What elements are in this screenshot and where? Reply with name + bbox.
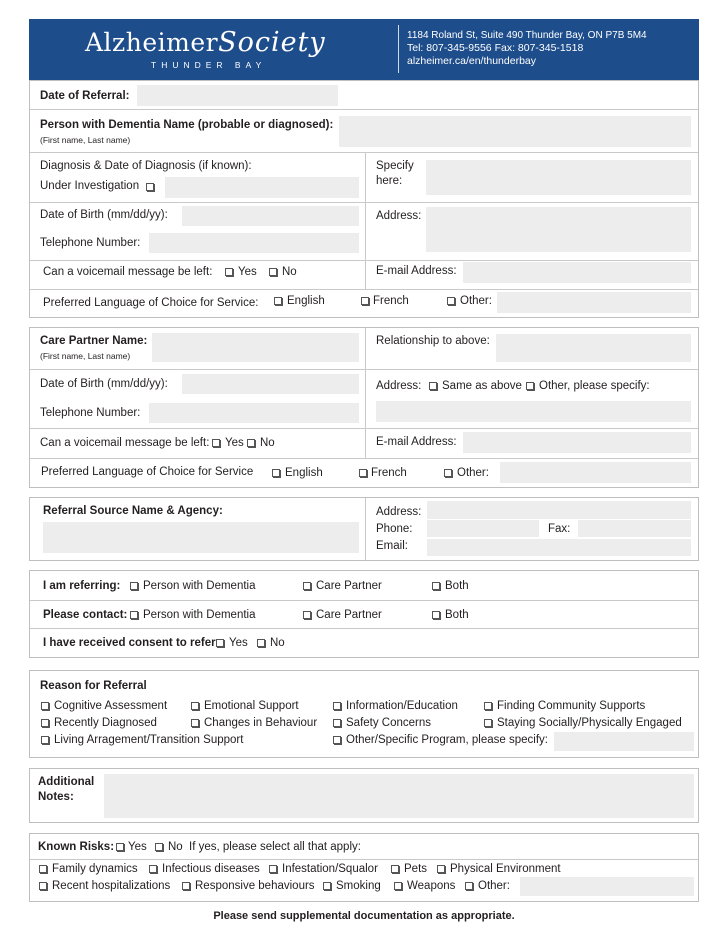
cognitive-assessment-label: Cognitive Assessment bbox=[54, 700, 168, 712]
infectious-diseases-checkbox[interactable] bbox=[149, 865, 157, 873]
reason-title: Reason for Referral bbox=[40, 680, 147, 692]
pwd-email-label: E-mail Address: bbox=[376, 265, 457, 277]
pwd-voicemail-yes-label: Yes bbox=[238, 266, 257, 278]
pwd-telephone-label: Telephone Number: bbox=[40, 237, 141, 249]
other-program-field[interactable] bbox=[554, 732, 694, 751]
referring-label: I am referring: bbox=[43, 580, 121, 592]
known-risks-yes-checkbox[interactable] bbox=[116, 843, 124, 851]
cp-voicemail-label: Can a voicemail message be left: bbox=[40, 437, 210, 449]
consent-yes-label: Yes bbox=[229, 637, 248, 649]
cp-address-field[interactable] bbox=[376, 401, 691, 422]
family-dynamics-checkbox[interactable] bbox=[39, 865, 47, 873]
logo-word-alzheimer: Alzheimer bbox=[85, 28, 219, 57]
org-website[interactable]: alzheimer.ca/en/thunderbay bbox=[407, 55, 536, 67]
source-address-field[interactable] bbox=[427, 501, 691, 519]
cp-voicemail-no-checkbox[interactable] bbox=[247, 439, 255, 447]
pwd-email-field[interactable] bbox=[463, 262, 691, 283]
cp-same-as-above-label: Same as above bbox=[442, 380, 522, 392]
other-risk-field[interactable] bbox=[520, 877, 694, 896]
reason-for-referral-section bbox=[29, 670, 699, 758]
living-arrangement-label: Living Arragement/Transition Support bbox=[54, 734, 244, 746]
cp-email-label: E-mail Address: bbox=[376, 436, 457, 448]
recently-diagnosed-label: Recently Diagnosed bbox=[54, 717, 157, 729]
row-divider bbox=[30, 109, 698, 110]
consent-label: I have received consent to refer bbox=[43, 637, 216, 649]
cognitive-assessment-checkbox[interactable] bbox=[41, 702, 49, 710]
pets-label: Pets bbox=[404, 863, 428, 875]
cp-same-as-above-checkbox[interactable] bbox=[429, 382, 437, 390]
row-divider bbox=[30, 628, 698, 629]
other-risk-label: Other: bbox=[478, 880, 510, 892]
source-email-field[interactable] bbox=[427, 539, 691, 556]
safety-concerns-label: Safety Concerns bbox=[346, 717, 432, 729]
family-dynamics-label: Family dynamics bbox=[52, 863, 138, 875]
person-with-dementia-section bbox=[29, 80, 699, 318]
alzheimer-society-logo bbox=[85, 27, 326, 58]
consent-no-label: No bbox=[270, 637, 285, 649]
cp-dob-field[interactable] bbox=[182, 374, 359, 394]
other-program-label: Other/Specific Program, please specify: bbox=[346, 734, 548, 746]
cp-other-language-field[interactable] bbox=[500, 462, 691, 483]
recently-diagnosed-checkbox[interactable] bbox=[41, 719, 49, 727]
source-fax-label: Fax: bbox=[548, 523, 571, 535]
known-risks-section bbox=[29, 833, 699, 902]
cp-dob-label: Date of Birth (mm/dd/yy): bbox=[40, 378, 168, 390]
socially-engaged-label: Staying Socially/Physically Engaged bbox=[497, 717, 682, 729]
cp-french-label: French bbox=[371, 467, 407, 479]
information-education-checkbox[interactable] bbox=[333, 702, 341, 710]
additional-notes-field[interactable] bbox=[104, 774, 694, 818]
pwd-address-field[interactable] bbox=[426, 207, 691, 252]
contact-care-partner-label: Care Partner bbox=[316, 609, 382, 621]
cp-language-label: Preferred Language of Choice for Service bbox=[41, 466, 254, 478]
referring-pwd-checkbox[interactable] bbox=[130, 582, 138, 590]
referring-pwd-label: Person with Dementia bbox=[143, 580, 256, 592]
cp-telephone-field[interactable] bbox=[149, 403, 359, 423]
cp-address-label: Address: bbox=[376, 380, 422, 392]
logo-subtitle: THUNDER BAY bbox=[151, 60, 267, 70]
contact-pwd-label: Person with Dementia bbox=[143, 609, 256, 621]
form-header bbox=[29, 19, 699, 80]
community-supports-checkbox[interactable] bbox=[484, 702, 492, 710]
pwd-other-language-checkbox[interactable] bbox=[447, 297, 455, 305]
infestation-checkbox[interactable] bbox=[269, 865, 277, 873]
cp-french-checkbox[interactable] bbox=[359, 469, 367, 477]
known-risks-yes-label: Yes bbox=[128, 841, 147, 853]
emotional-support-label: Emotional Support bbox=[204, 700, 299, 712]
row-divider bbox=[30, 458, 698, 459]
source-phone-field[interactable] bbox=[427, 520, 539, 537]
referring-both-label: Both bbox=[445, 580, 469, 592]
pwd-telephone-field[interactable] bbox=[149, 233, 359, 253]
other-program-checkbox[interactable] bbox=[333, 736, 341, 744]
cp-email-field[interactable] bbox=[463, 432, 691, 453]
row-divider bbox=[30, 202, 698, 203]
specify-here-label: here: bbox=[376, 175, 403, 187]
care-partner-name-label: Care Partner Name: bbox=[40, 335, 148, 347]
relationship-field[interactable] bbox=[496, 334, 691, 362]
physical-environment-checkbox[interactable] bbox=[437, 865, 445, 873]
source-email-label: Email: bbox=[376, 540, 408, 552]
row-divider bbox=[30, 369, 698, 370]
pwd-voicemail-label: Can a voicemail message be left: bbox=[43, 266, 213, 278]
source-address-label: Address: bbox=[376, 506, 422, 518]
row-divider bbox=[30, 600, 698, 601]
weapons-checkbox[interactable] bbox=[394, 882, 402, 890]
specify-field[interactable] bbox=[426, 160, 691, 195]
referral-contact-section bbox=[29, 570, 699, 658]
org-phones: Tel: 807-345-9556 Fax: 807-345-1518 bbox=[407, 42, 584, 54]
date-of-referral-label: Date of Referral: bbox=[40, 90, 130, 102]
cp-other-language-checkbox[interactable] bbox=[444, 469, 452, 477]
cp-voicemail-yes-label: Yes bbox=[225, 437, 244, 449]
pwd-voicemail-no-label: No bbox=[282, 266, 297, 278]
responsive-behaviours-label: Responsive behaviours bbox=[195, 880, 315, 892]
row-divider bbox=[30, 152, 698, 153]
additional-notes-section bbox=[29, 768, 699, 823]
pwd-english-label: English bbox=[287, 295, 325, 307]
living-arrangement-checkbox[interactable] bbox=[41, 736, 49, 744]
contact-both-checkbox[interactable] bbox=[432, 611, 440, 619]
pwd-dob-field[interactable] bbox=[182, 206, 359, 226]
socially-engaged-checkbox[interactable] bbox=[484, 719, 492, 727]
org-address: 1184 Roland St, Suite 490 Thunder Bay, ON P7B 5M4 bbox=[407, 30, 647, 41]
pwd-voicemail-yes-checkbox[interactable] bbox=[225, 268, 233, 276]
column-divider bbox=[365, 498, 366, 560]
source-fax-field[interactable] bbox=[578, 520, 691, 537]
column-divider bbox=[365, 152, 366, 260]
cp-other-address-label: Other, please specify: bbox=[539, 380, 650, 392]
smoking-label: Smoking bbox=[336, 880, 381, 892]
column-divider bbox=[365, 328, 366, 458]
known-risks-instruction: If yes, please select all that apply: bbox=[189, 841, 361, 853]
other-risk-checkbox[interactable] bbox=[465, 882, 473, 890]
pwd-voicemail-no-checkbox[interactable] bbox=[269, 268, 277, 276]
pwd-address-label: Address: bbox=[376, 210, 422, 222]
infectious-diseases-label: Infectious diseases bbox=[162, 863, 260, 875]
referral-source-field[interactable] bbox=[43, 522, 359, 553]
date-of-referral-field[interactable] bbox=[137, 85, 338, 106]
row-divider bbox=[30, 260, 698, 261]
referral-source-label: Referral Source Name & Agency: bbox=[43, 505, 223, 517]
physical-environment-label: Physical Environment bbox=[450, 863, 561, 875]
pwd-french-checkbox[interactable] bbox=[361, 297, 369, 305]
responsive-behaviours-checkbox[interactable] bbox=[182, 882, 190, 890]
diagnosis-field[interactable] bbox=[165, 177, 359, 198]
known-risks-label: Known Risks: bbox=[38, 841, 115, 853]
cp-voicemail-yes-checkbox[interactable] bbox=[212, 439, 220, 447]
community-supports-label: Finding Community Supports bbox=[497, 700, 646, 712]
under-investigation-checkbox[interactable] bbox=[146, 183, 154, 191]
cp-english-checkbox[interactable] bbox=[272, 469, 280, 477]
specify-label: Specify bbox=[376, 160, 414, 172]
under-investigation-label: Under Investigation bbox=[40, 180, 140, 192]
emotional-support-checkbox[interactable] bbox=[191, 702, 199, 710]
please-contact-label: Please contact: bbox=[43, 609, 128, 621]
header-divider bbox=[398, 25, 399, 73]
safety-concerns-checkbox[interactable] bbox=[333, 719, 341, 727]
row-divider bbox=[30, 428, 698, 429]
information-education-label: Information/Education bbox=[346, 700, 458, 712]
pets-checkbox[interactable] bbox=[391, 865, 399, 873]
contact-both-label: Both bbox=[445, 609, 469, 621]
contact-pwd-checkbox[interactable] bbox=[130, 611, 138, 619]
weapons-label: Weapons bbox=[407, 880, 456, 892]
source-phone-label: Phone: bbox=[376, 523, 413, 535]
pwd-name-field[interactable] bbox=[339, 116, 691, 147]
pwd-name-hint: (First name, Last name) bbox=[40, 135, 131, 145]
referral-source-section bbox=[29, 497, 699, 561]
consent-no-checkbox[interactable] bbox=[257, 639, 265, 647]
changes-in-behaviour-checkbox[interactable] bbox=[191, 719, 199, 727]
pwd-french-label: French bbox=[373, 295, 409, 307]
pwd-language-label: Preferred Language of Choice for Service: bbox=[43, 297, 259, 309]
known-risks-no-label: No bbox=[168, 841, 183, 853]
recent-hospitalizations-checkbox[interactable] bbox=[39, 882, 47, 890]
logo-word-society: Society bbox=[218, 27, 326, 58]
column-divider bbox=[365, 260, 366, 289]
relationship-label: Relationship to above: bbox=[376, 335, 490, 347]
consent-yes-checkbox[interactable] bbox=[216, 639, 224, 647]
referring-both-checkbox[interactable] bbox=[432, 582, 440, 590]
pwd-other-language-label: Other: bbox=[460, 295, 492, 307]
recent-hospitalizations-label: Recent hospitalizations bbox=[52, 880, 171, 892]
pwd-other-language-field[interactable] bbox=[497, 292, 691, 313]
diagnosis-label: Diagnosis & Date of Diagnosis (if known): bbox=[40, 160, 252, 172]
referring-care-partner-checkbox[interactable] bbox=[303, 582, 311, 590]
referring-care-partner-label: Care Partner bbox=[316, 580, 382, 592]
care-partner-section bbox=[29, 327, 699, 488]
pwd-english-checkbox[interactable] bbox=[274, 297, 282, 305]
footer-note: Please send supplemental documentation as appropriate. bbox=[213, 910, 515, 922]
notes-label: Notes: bbox=[38, 791, 74, 803]
cp-telephone-label: Telephone Number: bbox=[40, 407, 141, 419]
contact-care-partner-checkbox[interactable] bbox=[303, 611, 311, 619]
care-partner-name-hint: (First name, Last name) bbox=[40, 351, 131, 361]
row-divider bbox=[30, 859, 698, 860]
cp-other-address-checkbox[interactable] bbox=[526, 382, 534, 390]
smoking-checkbox[interactable] bbox=[323, 882, 331, 890]
pwd-dob-label: Date of Birth (mm/dd/yy): bbox=[40, 209, 168, 221]
known-risks-no-checkbox[interactable] bbox=[155, 843, 163, 851]
cp-other-language-label: Other: bbox=[457, 467, 489, 479]
cp-english-label: English bbox=[285, 467, 323, 479]
pwd-name-label: Person with Dementia Name (probable or diagnosed): bbox=[40, 119, 334, 131]
changes-in-behaviour-label: Changes in Behaviour bbox=[204, 717, 318, 729]
infestation-label: Infestation/Squalor bbox=[282, 863, 378, 875]
additional-label: Additional bbox=[38, 776, 95, 788]
row-divider bbox=[30, 289, 698, 290]
cp-voicemail-no-label: No bbox=[260, 437, 275, 449]
care-partner-name-field[interactable] bbox=[152, 333, 359, 362]
